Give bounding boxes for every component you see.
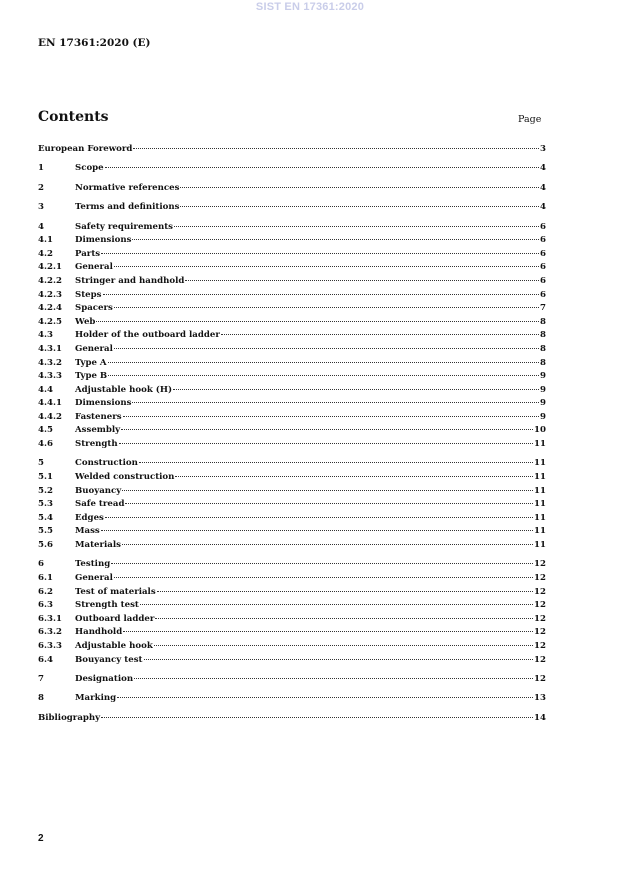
toc-entry-page: 6 [540,262,546,273]
toc-entry-page: 8 [540,330,546,341]
toc-entry-page: 12 [534,654,546,665]
toc-entry[interactable] [38,162,546,176]
toc-entry-title: Parts [75,248,101,259]
toc-dot-leader [144,659,534,660]
toc-entry-page: 8 [540,343,546,354]
toc-dot-leader [114,307,539,308]
toc-entry-number: 6.2 [38,586,53,597]
toc-entry[interactable] [38,357,546,371]
toc-entry-number: 6.4 [38,654,53,665]
toc-entry-page: 6 [540,235,546,246]
toc-dot-leader [123,631,533,632]
toc-entry-page: 11 [534,512,546,523]
toc-entry[interactable] [38,572,546,586]
toc-entry-title: European Foreword [38,144,133,154]
toc-entry-title: Holder of the outboard ladder [75,330,220,341]
toc-entry-title: Steps [75,289,102,300]
toc-entry-title: Edges [75,512,104,523]
toc-entry-number: 3 [38,202,44,213]
toc-entry-number: 4.2.5 [38,316,62,327]
toc-entry-number: 4.2.3 [38,289,62,300]
toc-dot-leader [111,563,533,564]
toc-entry-page: 12 [534,673,546,684]
toc-entry-title: Test of materials [75,586,156,597]
contents-heading: Contents [38,109,109,125]
toc-entry[interactable] [38,411,546,425]
toc-entry-page: 11 [534,458,546,469]
toc-entry[interactable] [38,498,546,512]
toc-entry-number: 6.1 [38,573,53,583]
toc-entry[interactable] [38,302,546,316]
toc-entry-number: 5.2 [38,485,53,496]
toc-dot-leader [122,490,533,491]
toc-entry[interactable] [38,182,546,196]
toc-dot-leader [140,604,533,605]
toc-dot-leader [105,517,533,518]
toc-entry-number: 6.3 [38,600,53,611]
toc-entry-title: Adjustable hook (H) [75,384,173,395]
toc-entry-page: 12 [534,573,546,583]
toc-dot-leader [114,266,539,267]
toc-entry-page: 11 [534,485,546,496]
toc-dot-leader [180,206,539,207]
toc-entry-title: Construction [75,458,138,469]
toc-entry-title: Assembly [75,425,121,436]
toc-entry-number: 4.2.2 [38,275,62,286]
toc-entry[interactable] [38,692,546,706]
toc-entry-title: General [75,262,113,273]
toc-entry-title: General [75,343,113,354]
toc-dot-leader [101,253,539,254]
toc-dot-leader [108,375,539,376]
toc-dot-leader [103,294,540,295]
toc-entry-title: Strength [75,439,118,450]
toc-dot-leader [134,678,533,679]
toc-entry-number: 4 [38,221,44,232]
toc-entry-number: 4.3.1 [38,343,62,354]
toc-entry-number: 4.4 [38,384,53,395]
toc-entry-title: Bibliography [38,712,101,723]
toc-entry-page: 11 [534,499,546,510]
toc-entry[interactable] [38,234,546,248]
toc-entry[interactable] [38,438,546,452]
toc-entry-page: 12 [534,600,546,611]
toc-dot-leader [125,503,533,504]
toc-entry-number: 5 [38,458,44,469]
toc-entry-number: 6.3.1 [38,613,62,624]
toc-entry-title: Normative references [75,182,180,193]
toc-entry[interactable] [38,613,546,627]
toc-entry[interactable] [38,143,546,157]
toc-entry[interactable] [38,640,546,654]
toc-entry-page: 13 [534,693,546,704]
toc-entry[interactable] [38,289,546,303]
toc-entry-title: Type B [75,371,108,382]
toc-entry[interactable] [38,261,546,275]
toc-entry-number: 6 [38,559,44,570]
toc-entry-title: Spacers [75,303,113,314]
toc-dot-leader [155,618,533,619]
toc-entry-title: General [75,573,113,583]
toc-entry-number: 6.3.3 [38,640,62,651]
toc-entry-page: 7 [540,303,546,314]
toc-entry[interactable] [38,626,546,640]
toc-entry[interactable] [38,586,546,600]
toc-entry-title: Outboard ladder [75,613,155,624]
toc-entry-page: 14 [534,712,546,723]
toc-entry[interactable] [38,201,546,215]
toc-dot-leader [96,321,539,322]
toc-entry-page: 9 [540,384,546,395]
toc-entry-title: Testing [75,559,111,570]
toc-entry-page: 6 [540,221,546,232]
toc-entry-title: Materials [75,540,121,551]
toc-entry-number: 4.3.3 [38,371,62,382]
toc-entry-number: 4.4.1 [38,398,62,409]
page-number: 2 [38,833,44,844]
toc-entry-title: Safety requirements [75,221,174,232]
toc-entry-page: 12 [534,586,546,597]
toc-entry-number: 4.2 [38,248,53,259]
toc-entry-page: 4 [540,163,546,174]
toc-entry-page: 6 [540,289,546,300]
toc-entry[interactable] [38,471,546,485]
toc-entry-title: Mass [75,526,100,537]
toc-entry-page: 6 [540,275,546,286]
toc-entry-page: 8 [540,357,546,368]
toc-entry[interactable] [38,512,546,526]
toc-entry-page: 9 [540,411,546,422]
toc-entry-title: Dimensions [75,398,132,409]
toc-dot-leader [105,167,539,168]
toc-dot-leader [185,280,539,281]
toc-dot-leader [174,226,539,227]
toc-dot-leader [101,717,533,718]
toc-entry-number: 2 [38,182,44,193]
page-column-label: Page [518,114,542,125]
toc-entry[interactable] [38,397,546,411]
toc-entry[interactable] [38,384,546,398]
toc-entry-number: 5.6 [38,540,53,551]
toc-entry-number: 1 [38,163,44,174]
toc-entry-number: 6.3.2 [38,627,62,638]
toc-entry-number: 4.6 [38,439,53,450]
toc-entry-title: Type A [75,357,107,368]
toc-entry-page: 12 [534,627,546,638]
toc-entry[interactable] [38,329,546,343]
toc-entry[interactable] [38,457,546,471]
toc-entry[interactable] [38,558,546,572]
toc-entry-title: Safe tread [75,499,125,510]
toc-dot-leader [173,389,539,390]
toc-entry-title: Terms and definitions [75,202,180,213]
toc-entry-title: Adjustable hook [75,640,153,651]
toc-entry-page: 6 [540,248,546,259]
toc-dot-leader [123,416,539,417]
toc-dot-leader [101,530,533,531]
toc-entry-number: 8 [38,693,44,704]
toc-entry[interactable] [38,221,546,235]
toc-entry-page: 4 [540,202,546,213]
toc-dot-leader [139,462,533,463]
toc-dot-leader [180,187,539,188]
toc-entry-title: Stringer and handhold [75,275,185,286]
table-of-contents [38,143,546,725]
toc-entry-number: 7 [38,673,44,684]
toc-entry[interactable] [38,316,546,330]
toc-entry-page: 9 [540,398,546,409]
toc-dot-leader [132,402,539,403]
toc-dot-leader [133,148,539,149]
toc-entry[interactable] [38,275,546,289]
toc-entry[interactable] [38,485,546,499]
toc-entry-number: 5.1 [38,472,53,483]
toc-entry-number: 4.2.4 [38,303,62,314]
toc-entry[interactable] [38,370,546,384]
toc-entry[interactable] [38,248,546,262]
toc-entry-title: Fasteners [75,411,122,422]
toc-entry-number: 4.3 [38,330,53,341]
toc-entry-title: Designation [75,673,134,684]
toc-entry-number: 5.3 [38,499,53,510]
toc-entry-page: 12 [534,640,546,651]
toc-entry-title: Buoyancy [75,485,122,496]
toc-entry[interactable] [38,673,546,687]
toc-entry[interactable] [38,712,546,726]
toc-entry-title: Handhold [75,627,123,638]
toc-dot-leader [108,362,539,363]
toc-dot-leader [117,697,533,698]
toc-dot-leader [121,429,533,430]
toc-dot-leader [122,544,533,545]
toc-entry-number: 4.5 [38,425,53,436]
toc-entry-title: Web [75,316,96,327]
toc-dot-leader [119,443,533,444]
document-id: EN 17361:2020 (E) [38,37,151,49]
toc-entry-page: 12 [534,613,546,624]
toc-entry[interactable] [38,343,546,357]
toc-entry-page: 10 [534,425,546,436]
toc-entry-page: 8 [540,316,546,327]
toc-entry-number: 4.3.2 [38,357,62,368]
watermark: SIST EN 17361:2020 [255,1,365,13]
toc-entry[interactable] [38,599,546,613]
toc-entry-title: Welded construction [75,472,175,483]
toc-dot-leader [114,348,539,349]
toc-entry[interactable] [38,525,546,539]
toc-entry-page: 12 [534,559,546,570]
toc-dot-leader [154,645,533,646]
toc-entry-page: 11 [534,526,546,537]
toc-dot-leader [157,591,533,592]
toc-entry-title: Marking [75,693,117,704]
toc-entry-number: 5.5 [38,526,53,537]
toc-dot-leader [175,476,533,477]
toc-entry-title: Scope [75,163,104,174]
toc-entry-title: Strength test [75,600,139,611]
toc-dot-leader [114,577,533,578]
toc-entry-page: 3 [540,144,546,154]
toc-entry-title: Bouyancy test [75,654,143,665]
toc-entry[interactable] [38,654,546,668]
toc-entry-page: 11 [534,439,546,450]
toc-entry-page: 4 [540,182,546,193]
toc-dot-leader [221,334,539,335]
toc-entry-number: 5.4 [38,512,53,523]
toc-entry[interactable] [38,539,546,553]
toc-entry-number: 4.2.1 [38,262,62,273]
toc-entry-page: 11 [534,472,546,483]
toc-entry-page: 9 [540,371,546,382]
toc-entry-number: 4.1 [38,235,53,246]
toc-entry-title: Dimensions [75,235,132,246]
toc-dot-leader [132,239,539,240]
toc-entry[interactable] [38,424,546,438]
toc-entry-page: 11 [534,540,546,551]
toc-entry-number: 4.4.2 [38,411,62,422]
